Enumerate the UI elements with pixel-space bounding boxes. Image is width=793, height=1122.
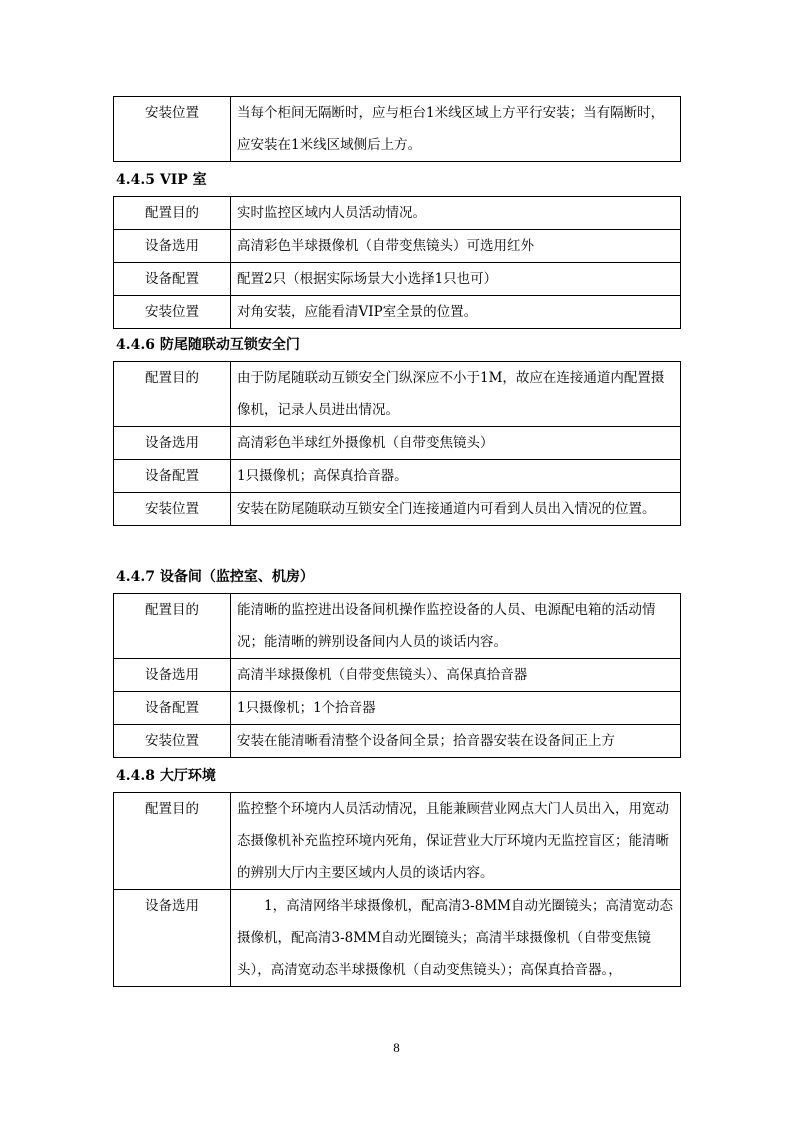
section-heading-hall: 4.4.8 大厅环境 <box>116 768 216 784</box>
row-label: 安装位置 <box>114 725 231 758</box>
row-label: 配置目的 <box>114 793 231 890</box>
security-door-table <box>113 361 681 526</box>
table-row <box>114 890 681 987</box>
section-heading-vip: 4.4.5 VIP 室 <box>116 172 207 188</box>
row-value: 监控整个环境内人员活动情况，且能兼顾营业网点大门人员出入，用宽动态摄像机补充监控环境内死角，保证营业大厅环境内无监控盲区；能清晰的辨别大厅内主要区域内人员的谈话内容。 <box>231 793 681 890</box>
table-row <box>114 594 681 659</box>
row-value: 高清彩色半球红外摄像机（自带变焦镜头） <box>231 427 681 460</box>
row-label: 设备配置 <box>114 460 231 493</box>
table-row <box>114 725 681 758</box>
row-label: 设备选用 <box>114 890 231 987</box>
row-value: 能清晰的监控进出设备间机操作监控设备的人员、电源配电箱的活动情况；能清晰的辨别设备间内人员的谈话内容。 <box>231 594 681 659</box>
row-label: 设备配置 <box>114 263 231 296</box>
page-number: 8 <box>393 1040 400 1055</box>
row-label: 设备选用 <box>114 427 231 460</box>
row-label: 安装位置 <box>114 493 231 526</box>
row-label: 配置目的 <box>114 362 231 427</box>
row-label: 安装位置 <box>114 296 231 329</box>
row-label: 安装位置 <box>114 97 231 162</box>
hall-environment-table <box>113 792 681 987</box>
row-label: 设备选用 <box>114 230 231 263</box>
table-row <box>114 793 681 890</box>
table-row <box>114 460 681 493</box>
row-label: 配置目的 <box>114 594 231 659</box>
row-value: 配置2只（根据实际场景大小选择1只也可） <box>231 263 681 296</box>
row-value: 1，高清网络半球摄像机，配高清3-8MM自动光圈镜头；高清宽动态摄像机，配高清3-8MM自动光圈镜头；高清半球摄像机（自带变焦镜头），高清宽动态半球摄像机（自动变焦镜头）；高保真拾音器。， <box>237 898 673 978</box>
table-row <box>114 362 681 427</box>
table-row <box>114 692 681 725</box>
section-heading-equipment-room: 4.4.7 设备间（监控室、机房） <box>116 569 314 585</box>
row-value: 高清半球摄像机（自带变焦镜头）、高保真拾音器 <box>231 659 681 692</box>
row-value: 高清彩色半球摄像机（自带变焦镜头）可选用红外 <box>231 230 681 263</box>
row-label: 设备选用 <box>114 659 231 692</box>
row-value: 实时监控区域内人员活动情况。 <box>231 197 681 230</box>
table-row <box>114 97 681 162</box>
table-row <box>114 659 681 692</box>
table-row <box>114 263 681 296</box>
row-value: 1只摄像机；1个拾音器 <box>231 692 681 725</box>
row-label: 配置目的 <box>114 197 231 230</box>
table-row <box>114 493 681 526</box>
install-location-table-continued <box>113 96 681 162</box>
equipment-room-table <box>113 593 681 758</box>
row-label: 设备配置 <box>114 692 231 725</box>
row-value: 当每个柜间无隔断时，应与柜台1米线区域上方平行安装；当有隔断时，应安装在1米线区域侧后上方。 <box>231 97 681 162</box>
table-row <box>114 296 681 329</box>
table-row <box>114 230 681 263</box>
row-value: 对角安装，应能看清VIP室全景的位置。 <box>231 296 681 329</box>
table-row <box>114 197 681 230</box>
row-value-cell <box>231 890 681 987</box>
row-value: 由于防尾随联动互锁安全门纵深应不小于1M，故应在连接通道内配置摄像机，记录人员进出情况。 <box>231 362 681 427</box>
row-value: 安装在能清晰看清整个设备间全景；拾音器安装在设备间正上方 <box>231 725 681 758</box>
row-value: 安装在防尾随联动互锁安全门连接通道内可看到人员出入情况的位置。 <box>231 493 681 526</box>
row-value: 1只摄像机；高保真拾音器。 <box>231 460 681 493</box>
vip-room-table <box>113 196 681 329</box>
section-heading-security-door: 4.4.6 防尾随联动互锁安全门 <box>116 337 300 353</box>
table-row <box>114 427 681 460</box>
